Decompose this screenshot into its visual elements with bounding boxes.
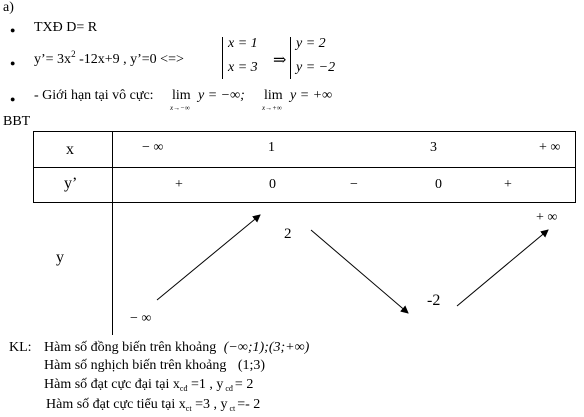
y-value-min: -2 <box>427 292 441 309</box>
max-text-b: =1 , y <box>187 377 224 392</box>
max-subscript: cđ <box>225 384 233 393</box>
increasing-arrow-icon <box>457 230 548 306</box>
lim2-expr: y = +∞ <box>290 88 333 103</box>
max-subscript: cđ <box>179 384 188 393</box>
y-value-end: + ∞ <box>536 210 558 225</box>
case-x1: x = 1 <box>228 36 258 51</box>
implies-icon: ⇒ <box>273 52 287 69</box>
min-text-b: =3 , y <box>191 397 228 412</box>
result-y1: y = 2 <box>296 36 326 51</box>
lim1-expr: y = −∞; <box>198 88 245 103</box>
decreasing-arrow-icon <box>311 230 408 313</box>
derivative-suffix: -12x+9 , y’=0 <=> <box>75 52 184 67</box>
min-subscript: ct <box>185 404 192 413</box>
sign-cell: + <box>175 177 183 192</box>
y-value-start: − ∞ <box>130 311 152 326</box>
increasing-arrow-icon <box>157 215 260 300</box>
conclusion-maximum <box>44 377 253 393</box>
conclusion-decreasing <box>44 358 265 374</box>
max-text: Hàm số đạt cực đại tại x <box>44 377 180 392</box>
part-label: a) <box>3 0 14 15</box>
min-value: =- 2 <box>237 397 261 412</box>
sign-cell: 0 <box>269 177 276 192</box>
case-x3: x = 3 <box>228 60 258 75</box>
decreasing-text: Hàm số nghịch biến trên khoảng <box>44 358 227 373</box>
max-value: = 2 <box>234 377 254 392</box>
increasing-intervals: (−∞;1);(3;+∞) <box>223 340 310 355</box>
lim1-under: x→−∞ <box>170 104 190 112</box>
row-label-x: x <box>66 141 74 158</box>
limits-prefix: - Giới hạn tại vô cực: <box>34 88 154 103</box>
domain-line: TXĐ D= R <box>34 20 98 35</box>
conclusion-increasing <box>44 340 309 356</box>
conclusion-minimum <box>46 397 260 413</box>
x-value: 3 <box>430 140 437 155</box>
lim1-word: lim <box>172 88 191 103</box>
derivative-exponent: 2 <box>71 49 76 59</box>
bullet-icon: ● <box>10 58 16 68</box>
sign-cell: − <box>350 177 358 192</box>
result-y2: y = −2 <box>296 60 336 75</box>
row-label-y: y <box>56 249 64 266</box>
lim2-word: lim <box>264 88 283 103</box>
bullet-icon: ● <box>10 94 16 104</box>
row-label-yprime: y’ <box>64 175 78 192</box>
y-value-max: 2 <box>284 226 292 242</box>
increasing-text: Hàm số đồng biến trên khoảng <box>44 340 217 355</box>
x-value: + ∞ <box>539 140 561 155</box>
sign-cell: 0 <box>435 177 442 192</box>
derivative-prefix: y’= 3x <box>34 52 72 67</box>
conclusion-label: KL: <box>9 340 32 355</box>
lim2-under: x→+∞ <box>262 104 282 112</box>
min-subscript: ct <box>229 404 236 413</box>
sign-cell: + <box>504 177 512 192</box>
bbt-label: BBT <box>3 114 31 129</box>
x-value: − ∞ <box>142 140 164 155</box>
bullet-icon: ● <box>10 25 16 35</box>
x-value: 1 <box>268 140 275 155</box>
decreasing-interval: (1;3) <box>237 358 266 373</box>
min-text: Hàm số đạt cực tiểu tại x <box>46 397 186 412</box>
